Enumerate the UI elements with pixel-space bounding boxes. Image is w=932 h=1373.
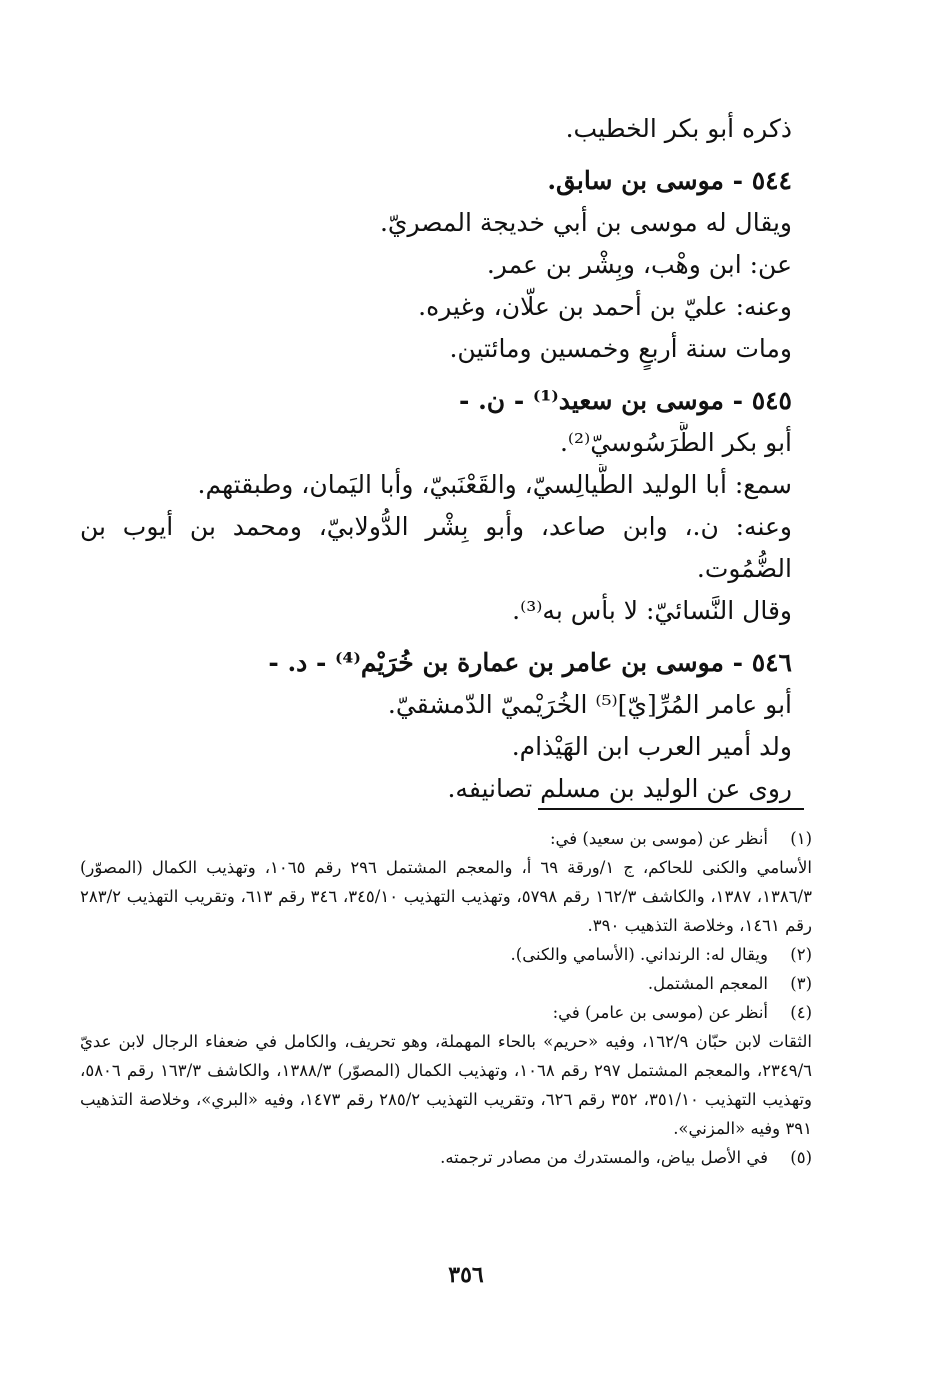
footnote-number: (١) xyxy=(790,829,812,848)
entry-heading-545: ٥٤٥ - موسى بن سعيد⁽¹⁾ - ن. - xyxy=(458,386,792,415)
text-line: أبو بكر الطَّرَسُوسيّ⁽²⁾. xyxy=(559,428,792,457)
text-line: روى عن الوليد بن مسلم تصانيفه. xyxy=(447,774,792,803)
text-line: عن: ابن وهْب، وبِشْر بن عمر. xyxy=(486,250,792,279)
footnote-1 xyxy=(80,824,812,940)
footnote-text: أنظر عن (موسى بن عامر) في: xyxy=(552,1003,768,1022)
text-line: ولد أمير العرب ابن الهَيْذام. xyxy=(511,732,792,761)
footnote-text: أنظر عن (موسى بن سعيد) في: xyxy=(549,829,768,848)
entry-heading-546: ٥٤٦ - موسى بن عامر بن عمارة بن خُرَيْم⁽⁴⁾ - د. - xyxy=(268,648,792,677)
footnote-number: (٤) xyxy=(790,1003,812,1022)
footnote-2 xyxy=(80,940,812,969)
text-line: ويقال له موسى بن أبي خديجة المصريّ. xyxy=(379,208,792,237)
footnote-number: (٣) xyxy=(790,974,812,993)
footnote-text: الأسامي والكنى للحاكم، ج ١/ورقة ٦٩ أ، والمعجم المشتمل ٢٩٦ رقم ١٠٦٥، وتهذيب الكمال (المصوّر) ١٣٨٦/٣، ١٣٨٧، والكاشف ١٦٢/٣ رقم ٥٧٩٨، وتهذيب التهذيب ٣٤٥/١٠، ٣٤٦ رقم ٦١٣، وتقريب التهذيب ٢٨٣/٢ رقم ١٤٦١، وخلاصة التذهيب ٣٩٠. xyxy=(80,858,813,935)
footnote-text: في الأصل بياض، والمستدرك من مصادر ترجمته. xyxy=(440,1148,768,1167)
footnote-4 xyxy=(80,998,812,1143)
text-line: سمع: أبا الوليد الطَّيالِسيّ، والقَعْنَبيّ، وأبا اليَمان، وطبقتهم. xyxy=(197,470,792,499)
text-line: وعنه: ن.، وابن صاعد، وأبو بِشْر الدُّولابيّ، ومحمد بن أيوب بن xyxy=(80,512,792,541)
text-line: ومات سنة أربعٍ وخمسين ومائتين. xyxy=(449,334,792,363)
text-line: الضُّمُوت. xyxy=(696,554,792,583)
text-line: وعنه: عليّ بن أحمد بن علّان، وغيره. xyxy=(418,292,792,321)
footnote-text: ويقال له: الرنداني. (الأسامي والكنى). xyxy=(510,945,768,964)
text-line: وقال النَّسائيّ: لا بأس به⁽³⁾. xyxy=(512,596,792,625)
footnote-text: المعجم المشتمل. xyxy=(647,974,768,993)
footnote-text: الثقات لابن حبّان ١٦٢/٩، وفيه «حريم» بالحاء المهملة، وهو تحريف، والكامل في ضعفاء الرجال لابن عديّ ٢٣٤٩/٦، والمعجم المشتمل ٢٩٧ رقم ١٠٦٨، وتهذيب الكمال (المصوّر) ١٣٨٨/٣، والكاشف ١٦٣/٣ رقم ٥٨٠٦، وتهذيب التهذيب ٣٥١/١٠، ٣٥٢ رقم ٦٢٦، وتقريب التهذيب ٢٨٥/٢ رقم ١٤٧٣، وفيه «البري»، وخلاصة التذهيب ٣٩١ وفيه «المزني». xyxy=(80,1032,813,1138)
page-number: ٣٥٦ xyxy=(448,1262,484,1288)
footnote-5 xyxy=(80,1143,812,1172)
entry-heading-544: ٥٤٤ - موسى بن سابق. xyxy=(547,166,792,195)
footnotes xyxy=(80,824,812,1172)
footnote-number: (٥) xyxy=(790,1148,812,1167)
text-line: ذكره أبو بكر الخطيب. xyxy=(565,114,792,143)
footnote-separator xyxy=(538,808,804,810)
footnote-number: (٢) xyxy=(790,945,812,964)
text-line: أبو عامر المُرِّ[يّ]⁽⁵⁾ الخُرَيْميّ الدّمشقيّ. xyxy=(387,690,792,719)
main-text xyxy=(80,108,792,810)
footnote-3 xyxy=(80,969,812,998)
